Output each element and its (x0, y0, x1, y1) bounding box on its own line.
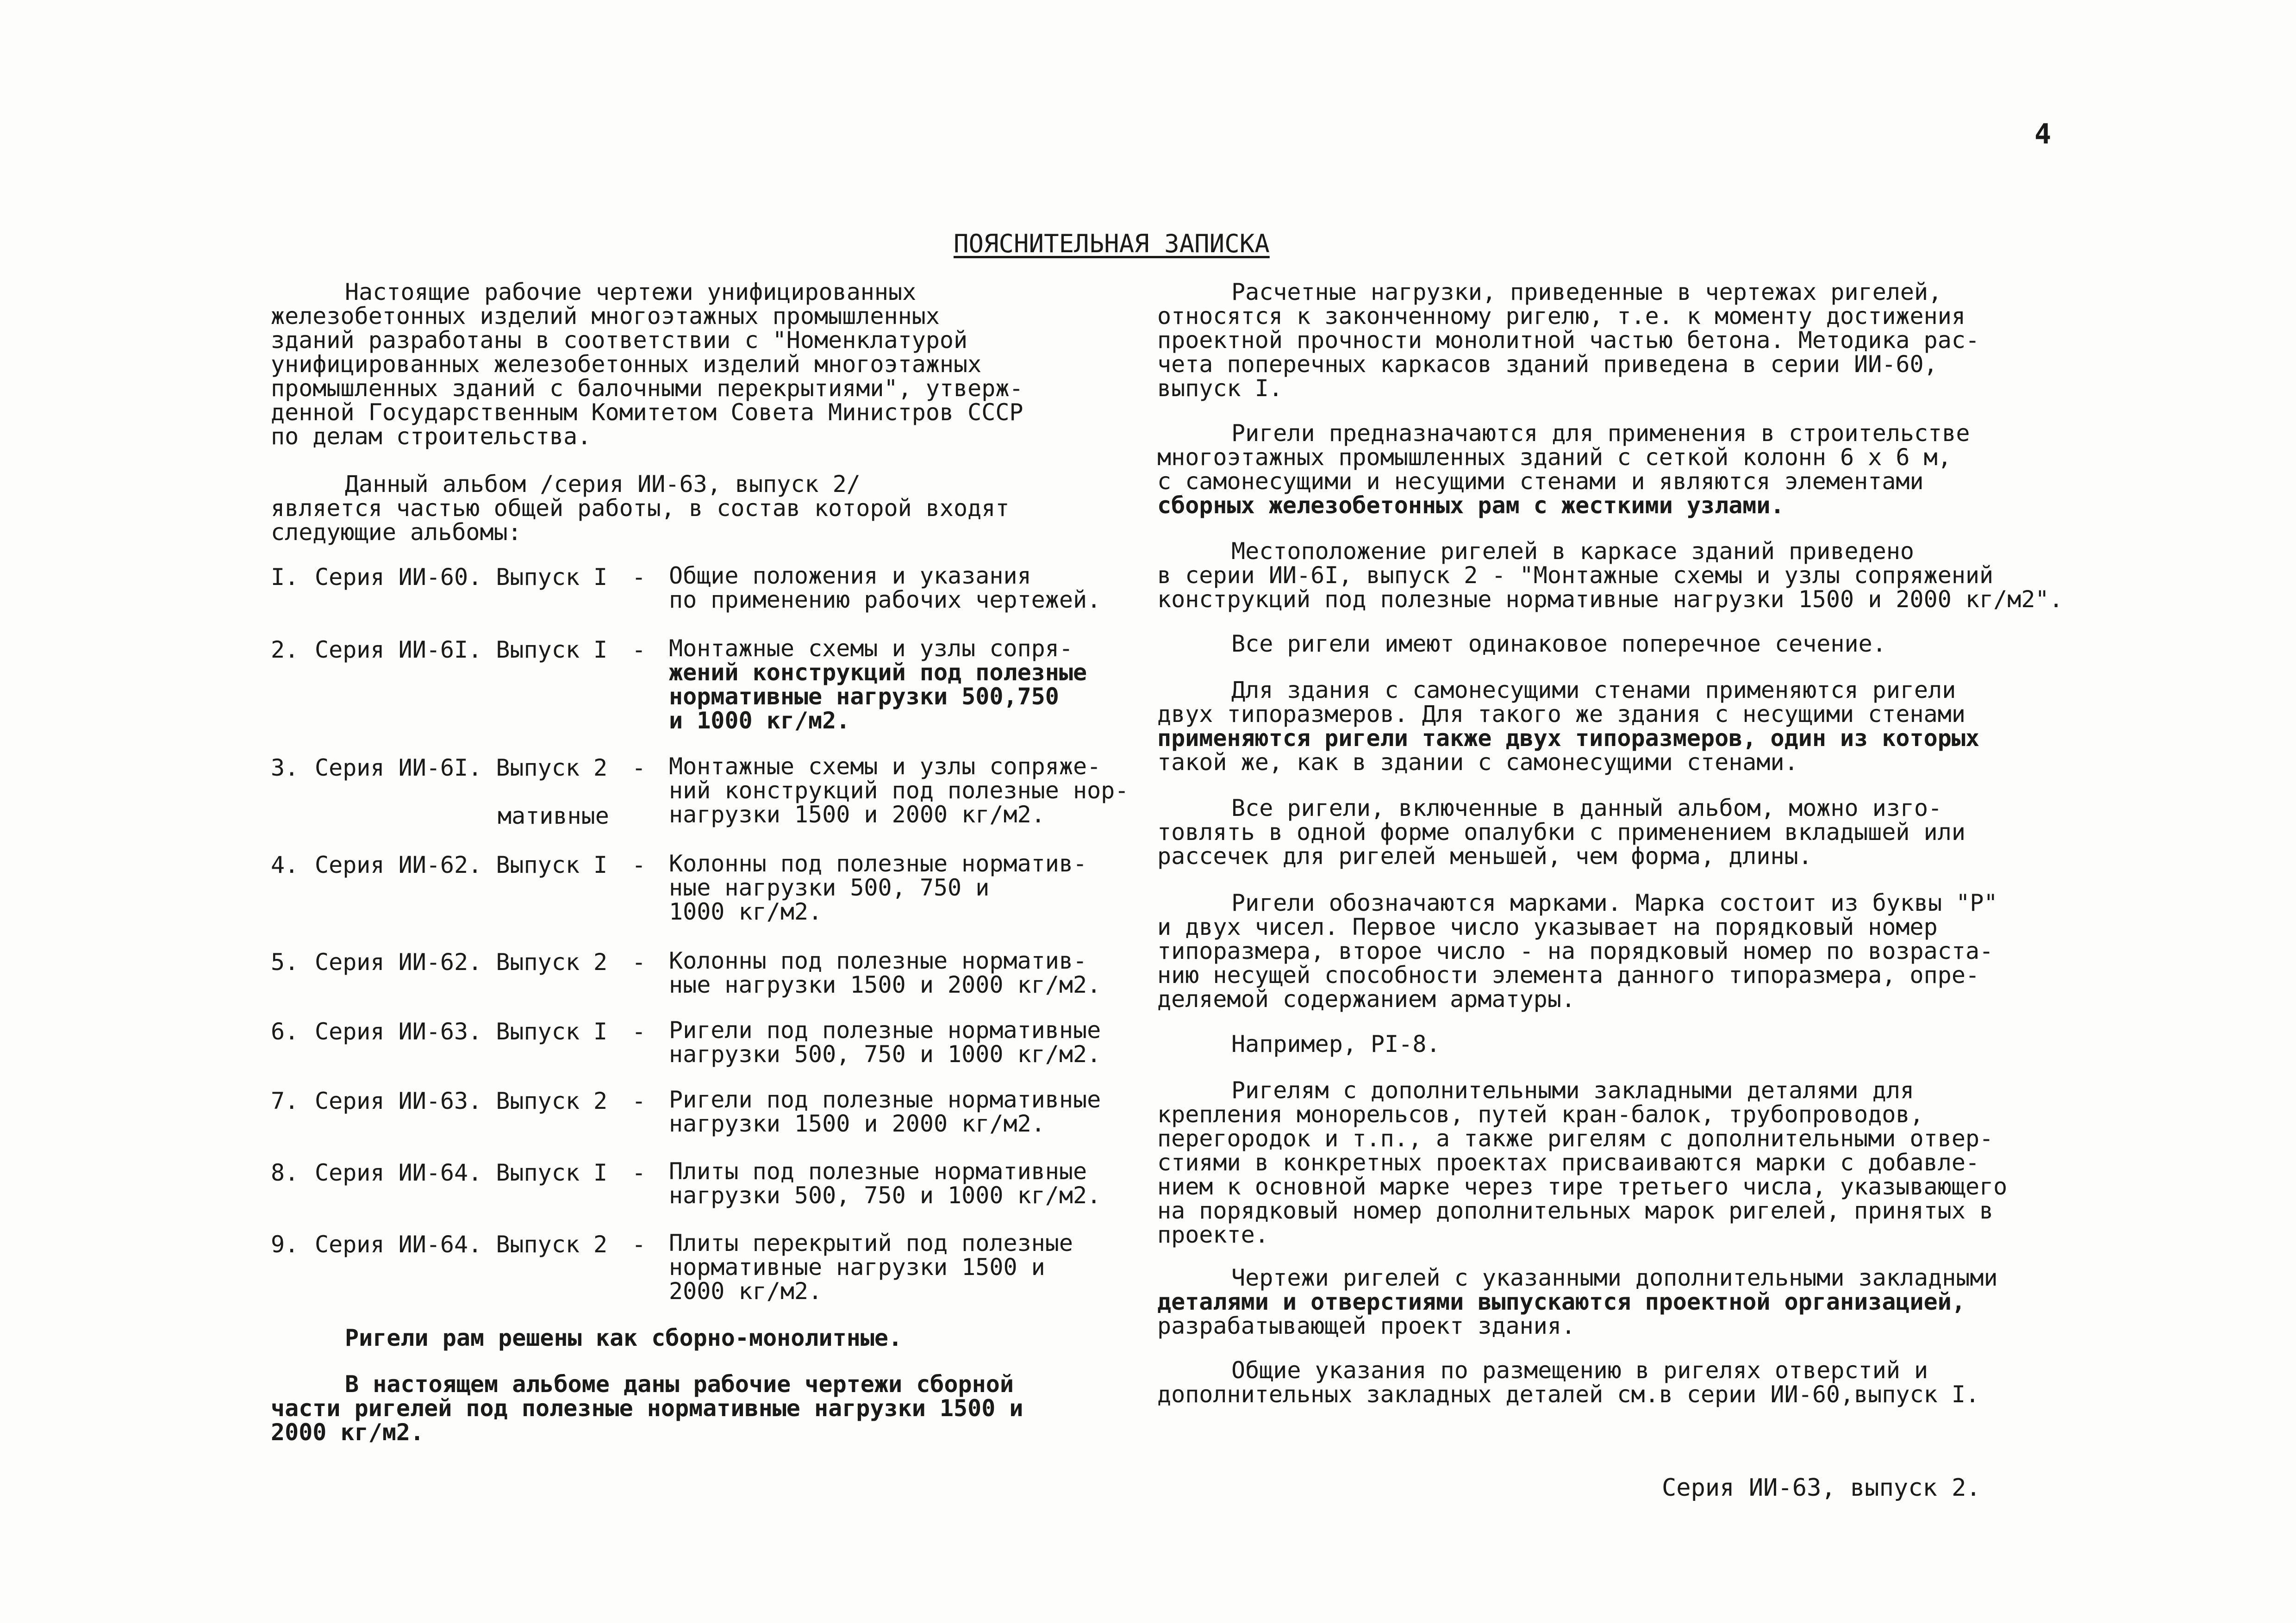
item-series: Серия ИИ-63. Выпуск I (315, 1018, 608, 1045)
text-line: по применению рабочих чертежей. (669, 586, 1101, 613)
purpose-paragraph (1157, 421, 1970, 517)
item-number: 2. (271, 636, 299, 663)
text-line: чета поперечных каркасов зданий приведена в серии ИИ-60, (1157, 351, 1938, 378)
sizes-paragraph (1157, 678, 1979, 774)
text-line: нагрузки 1500 и 2000 кг/м2. (669, 1110, 1045, 1137)
drawings-paragraph (1157, 1266, 1998, 1338)
text-line: Все ригели имеют одинаковое поперечное сечение. (1231, 630, 1886, 657)
album-paragraph (271, 472, 1009, 544)
text-line: в серии ИИ-6I, выпуск 2 - "Монтажные схемы и узлы сопряжений (1157, 562, 1994, 589)
item-series: Серия ИИ-6I. Выпуск 2 (315, 754, 608, 781)
page-number: 4 (2034, 118, 2052, 150)
text-line: Местоположение ригелей в каркасе зданий приведено (1231, 538, 1915, 565)
item-number: I. (271, 564, 299, 591)
item-description (669, 1018, 1101, 1066)
text-line: жений конструкций под полезные (669, 659, 1087, 686)
text-line: крепления монорельсов, путей кран-балок, трубопроводов, (1157, 1101, 1924, 1128)
item-description (669, 636, 1087, 733)
item-dash: - (632, 754, 646, 781)
text-line: по делам строительства. (271, 423, 592, 450)
text-line: относятся к законченному ригелю, т.е. к моменту достижения (1157, 303, 1965, 330)
text-line: зданий разработаны в соответствии с "Номенклатурой (271, 327, 968, 354)
item-number: 9. (271, 1231, 299, 1258)
series-footer: Серия ИИ-63, выпуск 2. (1662, 1474, 1981, 1502)
marking-paragraph (1157, 891, 1998, 1011)
text-line: Чертежи ригелей с указанными дополнительными закладными (1231, 1264, 1998, 1291)
text-line: проектной прочности монолитной частью бетона. Методика рас- (1157, 327, 1980, 354)
text-line: Ригели под полезные нормативные (669, 1017, 1101, 1044)
text-line: части ригелей под полезные нормативные нагрузки 1500 и (271, 1395, 1023, 1422)
text-line: Расчетные нагрузки, приведенные в чертежах ригелей, (1231, 279, 1942, 305)
text-line: конструкций под полезные нормативные нагрузки 1500 и 2000 кг/м2". (1157, 586, 2063, 613)
text-line: с самонесущими и несущими стенами и являются элементами (1157, 468, 1924, 495)
item-dash: - (632, 949, 646, 976)
text-line: товлять в одной форме опалубки с применением вкладышей или (1157, 819, 1965, 846)
item-dash: - (632, 1159, 646, 1186)
text-line: Все ригели, включенные в данный альбом, можно изго- (1231, 795, 1942, 821)
section-paragraph (1157, 632, 1886, 656)
text-line: рассечек для ригелей меньшей, чем форма, длины. (1157, 843, 1812, 870)
location-paragraph (1157, 539, 2063, 611)
text-line: унифицированных железобетонных изделий многоэтажных (271, 351, 982, 378)
text-line: стиями в конкретных проектах присваиваются марки с добавле- (1157, 1149, 1980, 1176)
item-description (669, 852, 1087, 924)
item-series: Серия ИИ-62. Выпуск I (315, 852, 608, 878)
text-line: на порядковый номер дополнительных марок ригелей, принятых в (1157, 1197, 1994, 1224)
text-line: применяются ригели также двух типоразмеров, один из которых (1157, 725, 1980, 752)
text-line: Монтажные схемы и узлы сопряже- (669, 753, 1101, 780)
item-series: Серия ИИ-63. Выпуск 2 (315, 1088, 608, 1114)
item-number: 8. (271, 1159, 299, 1186)
text-line: 2000 кг/м2. (271, 1419, 424, 1446)
item-dash: - (632, 852, 646, 878)
text-line: железобетонных изделий многоэтажных промышленных (271, 303, 940, 330)
text-line: Общие указания по размещению в ригелях отверстий и (1231, 1357, 1928, 1384)
text-line: проекте. (1157, 1221, 1269, 1248)
text-line: разрабатывающей проект здания. (1157, 1312, 1576, 1339)
text-line: В настоящем альбоме даны рабочие чертежи сборной (345, 1371, 1014, 1398)
text-line: Ригели предназначаются для применения в строительстве (1231, 420, 1970, 447)
item-description (669, 1231, 1073, 1303)
item-description (669, 1159, 1101, 1207)
additional-parts-paragraph (1157, 1078, 2007, 1247)
text-line: нагрузки 1500 и 2000 кг/м2. (669, 801, 1045, 828)
text-line: двух типоразмеров. Для такого же здания с несущими стенами (1157, 701, 1965, 728)
text-line: нормативные нагрузки 500,750 (669, 683, 1059, 710)
text-line: многоэтажных промышленных зданий с сеткой колонн 6 х 6 м, (1157, 444, 1952, 471)
text-line: Ригели под полезные нормативные (669, 1086, 1101, 1113)
item-description (669, 754, 1129, 827)
item-extra-word: мативные (498, 802, 609, 829)
item-number: 4. (271, 852, 299, 878)
text-line: такой же, как в здании с самонесущими стенами. (1157, 749, 1798, 776)
text-line: Ригелям с дополнительными закладными деталями для (1231, 1077, 1915, 1104)
text-line: типоразмера, второе число - на порядковый номер по возраста- (1157, 938, 1994, 964)
item-number: 7. (271, 1088, 299, 1114)
item-series: Серия ИИ-64. Выпуск 2 (315, 1231, 608, 1258)
item-dash: - (632, 1088, 646, 1114)
text-line: 2000 кг/м2. (669, 1278, 823, 1305)
text-line: деляемой содержанием арматуры. (1157, 986, 1576, 1013)
example-paragraph (1157, 1032, 1441, 1056)
general-notes-paragraph (1157, 1358, 1979, 1406)
text-line: Настоящие рабочие чертежи унифицированных (345, 279, 917, 305)
item-description (669, 564, 1101, 612)
text-line: 1000 кг/м2. (669, 898, 823, 925)
text-line: нием к основной марке через тире третьего числа, указывающего (1157, 1173, 2008, 1200)
text-line: выпуск I. (1157, 375, 1283, 402)
text-line: Плиты перекрытий под полезные (669, 1230, 1073, 1256)
item-number: 6. (271, 1018, 299, 1045)
text-line: нормативные нагрузки 1500 и (669, 1254, 1045, 1281)
text-line: следующие альбомы: (271, 519, 522, 546)
item-dash: - (632, 564, 646, 591)
item-series: Серия ИИ-60. Выпуск I (315, 564, 608, 591)
item-dash: - (632, 1231, 646, 1258)
text-line: Колонны под полезные норматив- (669, 947, 1087, 974)
text-line: промышленных зданий с балочными перекрытиями", утверж- (271, 375, 1023, 402)
item-series: Серия ИИ-62. Выпуск 2 (315, 949, 608, 976)
item-series: Серия ИИ-6I. Выпуск I (315, 636, 608, 663)
document-title: ПОЯСНИТЕЛЬНАЯ ЗАПИСКА (954, 229, 1270, 258)
text-line: Например, РI-8. (1231, 1031, 1441, 1057)
text-line: Для здания с самонесущими стенами применяются ригели (1231, 677, 1956, 703)
text-line: Ригели обозначаются марками. Марка состоит из буквы "Р" (1231, 889, 1998, 916)
loads-paragraph (1157, 280, 1979, 400)
text-line: ний конструкций под полезные нор- (669, 777, 1129, 804)
text-line: Колонны под полезные норматив- (669, 850, 1087, 877)
frames-paragraph (271, 1326, 902, 1350)
text-line: нию несущей способности элемента данного типоразмера, опре- (1157, 962, 1980, 989)
text-line: сборных железобетонных рам с жесткими узлами. (1157, 492, 1784, 519)
text-line: Плиты под полезные нормативные (669, 1158, 1087, 1185)
text-line: перегородок и т.п., а также ригелям с дополнительными отвер- (1157, 1125, 1994, 1152)
text-line: Общие положения и указания (669, 562, 1031, 589)
item-number: 5. (271, 949, 299, 976)
text-line: денной Государственным Комитетом Совета Министров СССР (271, 399, 1023, 426)
text-line: Ригели рам решены как сборно-монолитные. (345, 1325, 903, 1351)
text-line: Монтажные схемы и узлы сопря- (669, 635, 1073, 662)
item-number: 3. (271, 754, 299, 781)
intro-paragraph (271, 280, 1023, 448)
album-contents-paragraph (271, 1372, 1023, 1444)
formwork-paragraph (1157, 796, 1965, 868)
item-dash: - (632, 636, 646, 663)
text-line: нагрузки 500, 750 и 1000 кг/м2. (669, 1182, 1101, 1209)
text-line: нагрузки 500, 750 и 1000 кг/м2. (669, 1041, 1101, 1068)
text-line: дополнительных закладных деталей см.в серии ИИ-60,выпуск I. (1157, 1381, 1980, 1408)
text-line: является частью общей работы, в состав которой входят (271, 495, 1010, 522)
text-line: Данный альбом /серия ИИ-63, выпуск 2/ (345, 471, 861, 497)
item-description (669, 1088, 1101, 1136)
text-line: ные нагрузки 1500 и 2000 кг/м2. (669, 971, 1101, 998)
item-dash: - (632, 1018, 646, 1045)
item-description (669, 949, 1101, 997)
text-line: и двух чисел. Первое число указывает на порядковый номер (1157, 914, 1938, 940)
text-line: ные нагрузки 500, 750 и (669, 874, 990, 901)
text-line: деталями и отверстиями выпускаются проектной организацией, (1157, 1288, 1965, 1315)
item-series: Серия ИИ-64. Выпуск I (315, 1159, 608, 1186)
text-line: и 1000 кг/м2. (669, 707, 850, 734)
